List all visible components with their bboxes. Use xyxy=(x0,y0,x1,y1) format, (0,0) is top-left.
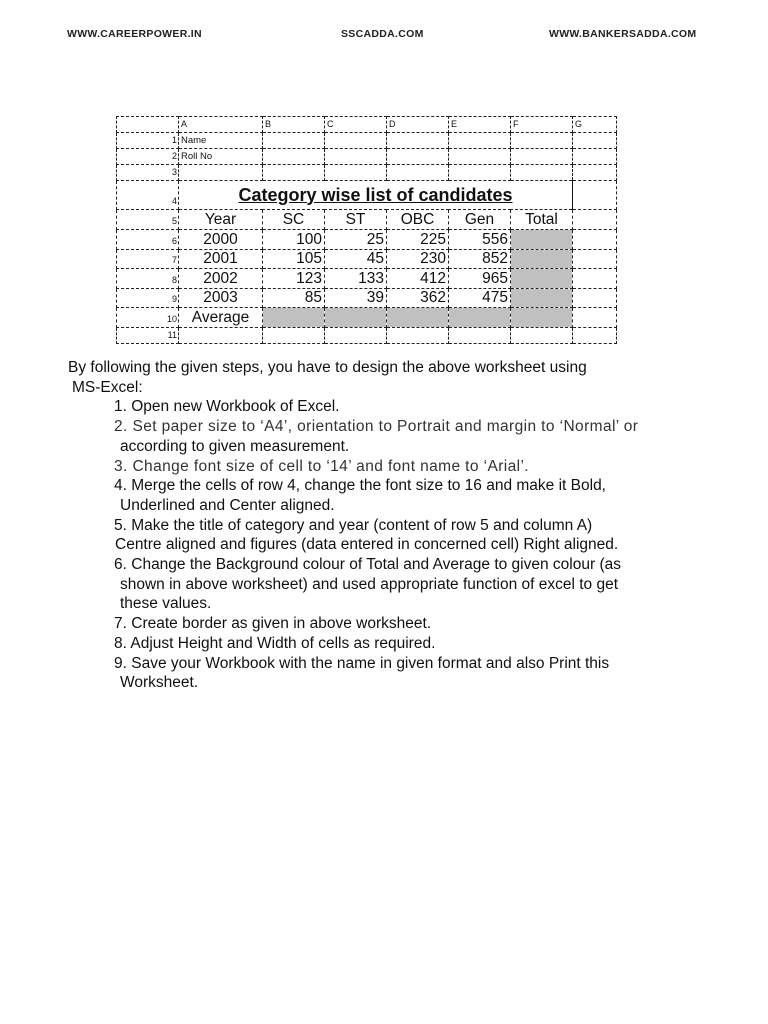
average-cell-shaded xyxy=(511,308,573,328)
step-number: 1. xyxy=(114,398,127,416)
sc-cell: 85 xyxy=(263,288,325,308)
column-header-year: Year xyxy=(179,210,263,230)
step-text: Create border as given in above worksheet. xyxy=(131,615,432,633)
gen-cell: 852 xyxy=(449,249,511,269)
step-number: 6. xyxy=(114,556,127,574)
row-number: 9 xyxy=(117,288,179,308)
list-item xyxy=(68,417,708,456)
step-number: 3. xyxy=(114,457,128,475)
gen-cell: 556 xyxy=(449,230,511,250)
header-site-careerpower: WWW.CAREERPOWER.IN xyxy=(67,28,202,40)
row-number: 4 xyxy=(117,181,179,210)
instructions-block xyxy=(68,358,708,693)
steps-list xyxy=(68,397,708,693)
step-text-cont: according to given measurement. xyxy=(120,437,350,455)
obc-cell: 362 xyxy=(387,288,449,308)
step-text-cont: these values. xyxy=(120,595,212,613)
step-text: Make the title of category and year (content of row 5 and column A) xyxy=(131,516,593,534)
step-text-cont: Worksheet. xyxy=(120,674,199,692)
column-header-gen: Gen xyxy=(449,210,511,230)
worksheet-table xyxy=(116,116,617,344)
gen-cell: 475 xyxy=(449,288,511,308)
step-text-cont: Centre aligned and figures (data entered in concerned cell) Right aligned. xyxy=(115,536,619,554)
step-number: 8. xyxy=(114,634,127,652)
year-cell: 2003 xyxy=(179,288,263,308)
step-text: Save your Workbook with the name in given format and also Print this xyxy=(131,654,610,672)
list-item xyxy=(68,634,708,654)
average-cell-shaded xyxy=(449,308,511,328)
col-header-f: F xyxy=(511,117,573,133)
row-number: 7 xyxy=(117,249,179,269)
column-header-sc: SC xyxy=(263,210,325,230)
table-row xyxy=(117,249,617,269)
total-cell-shaded xyxy=(511,269,573,289)
row-number: 1 xyxy=(117,133,179,149)
row-number: 10 xyxy=(117,308,179,328)
name-label: Name xyxy=(179,133,263,149)
step-text: Change font size of cell to ‘14’ and font name to ‘Arial’. xyxy=(132,457,530,475)
row-number: 11 xyxy=(117,328,179,344)
step-number: 9. xyxy=(114,654,127,672)
col-header-c: C xyxy=(325,117,387,133)
col-header-d: D xyxy=(387,117,449,133)
header-site-sscadda: SSCADDA.COM xyxy=(341,28,424,40)
step-number: 7. xyxy=(114,615,127,633)
st-cell: 39 xyxy=(325,288,387,308)
obc-cell: 225 xyxy=(387,230,449,250)
column-header-obc: OBC xyxy=(387,210,449,230)
step-text: Set paper size to ‘A4’, orientation to Portrait and margin to ‘Normal’ or xyxy=(132,418,639,436)
total-cell-shaded xyxy=(511,288,573,308)
step-text: Adjust Height and Width of cells as required. xyxy=(130,634,436,652)
list-item xyxy=(68,476,708,515)
row-number: 3 xyxy=(117,165,179,181)
table-row xyxy=(117,288,617,308)
row-number: 8 xyxy=(117,269,179,289)
st-cell: 133 xyxy=(325,269,387,289)
sc-cell: 105 xyxy=(263,249,325,269)
intro-text: By following the given steps, you have to design the above worksheet using xyxy=(68,359,587,376)
intro-text-cont: MS-Excel: xyxy=(72,378,143,396)
total-cell-shaded xyxy=(511,230,573,250)
average-cell-shaded xyxy=(263,308,325,328)
list-item xyxy=(68,397,708,417)
col-header-a: A xyxy=(179,117,263,133)
col-header-e: E xyxy=(449,117,511,133)
table-row xyxy=(117,269,617,289)
sc-cell: 123 xyxy=(263,269,325,289)
list-item xyxy=(68,457,708,477)
col-header-b: B xyxy=(263,117,325,133)
row-number: 2 xyxy=(117,149,179,165)
step-text: Merge the cells of row 4, change the font size to 16 and make it Bold, xyxy=(131,477,606,495)
step-number: 2. xyxy=(114,418,128,436)
roll-no-label: Roll No xyxy=(179,149,263,165)
st-cell: 25 xyxy=(325,230,387,250)
list-item xyxy=(68,614,708,634)
corner-cell xyxy=(117,117,179,133)
year-cell: 2001 xyxy=(179,249,263,269)
list-item xyxy=(68,516,708,555)
row-number: 5 xyxy=(117,210,179,230)
column-header-st: ST xyxy=(325,210,387,230)
total-cell-shaded xyxy=(511,249,573,269)
average-cell-shaded xyxy=(325,308,387,328)
obc-cell: 230 xyxy=(387,249,449,269)
table-row xyxy=(117,230,617,250)
sc-cell: 100 xyxy=(263,230,325,250)
col-header-g: G xyxy=(573,117,617,133)
step-text-cont: Underlined and Center aligned. xyxy=(120,496,335,514)
column-header-total: Total xyxy=(511,210,573,230)
step-text: Open new Workbook of Excel. xyxy=(131,398,340,416)
average-label: Average xyxy=(179,308,263,328)
step-number: 5. xyxy=(114,516,127,534)
list-item xyxy=(68,555,708,614)
st-cell: 45 xyxy=(325,249,387,269)
year-cell: 2000 xyxy=(179,230,263,250)
row-number: 6 xyxy=(117,230,179,250)
average-cell-shaded xyxy=(387,308,449,328)
list-item xyxy=(68,654,708,693)
gen-cell: 965 xyxy=(449,269,511,289)
year-cell: 2002 xyxy=(179,269,263,289)
header-site-bankersadda: WWW.BANKERSADDA.COM xyxy=(549,28,697,40)
step-text-cont: shown in above worksheet) and used appropriate function of excel to get xyxy=(120,575,619,593)
sheet-title: Category wise list of candidates xyxy=(179,181,573,210)
step-number: 4. xyxy=(114,477,127,495)
step-text: Change the Background colour of Total and Average to given colour (as xyxy=(131,556,621,574)
obc-cell: 412 xyxy=(387,269,449,289)
